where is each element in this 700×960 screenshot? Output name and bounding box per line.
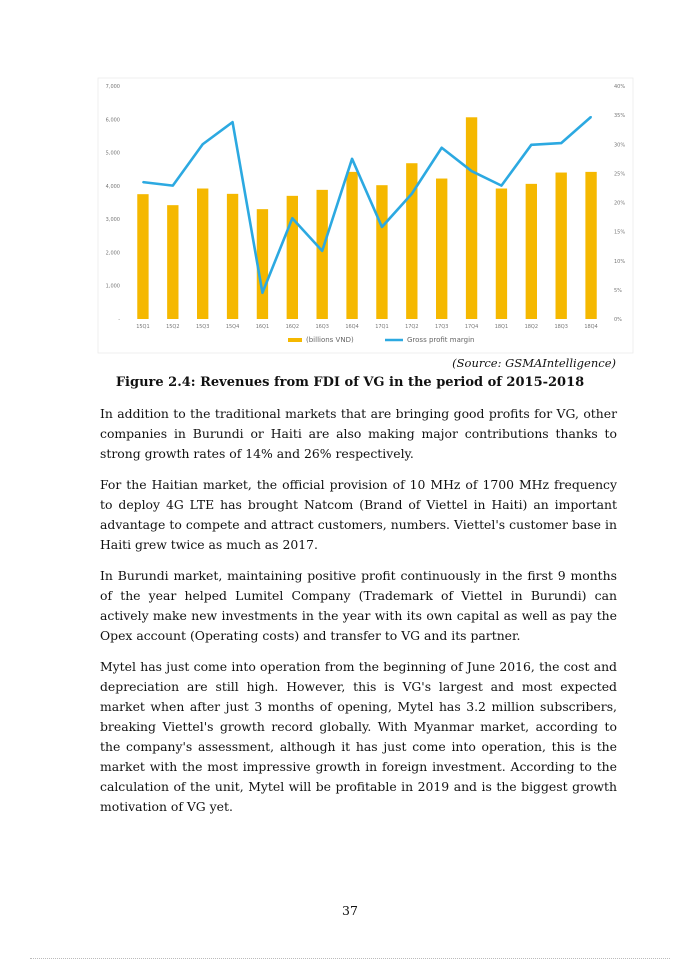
line-point (142, 181, 144, 183)
x-tick-label: 15Q3 (195, 324, 210, 330)
bar (376, 185, 387, 319)
paragraph: Mytel has just come into operation from the beginning of June 2016, the cost and depreciation are still high. However, this is VG's largest and most expected market when after just 3 months of opening, Mytel has 3.2 million subscribers, breaking Viettel's growth record globally. With Myanmar market, according to the company's assessment, although it has just come into operation, this is the market with the most impressive growth in foreign investment. According to the calculation of the unit, Mytel will be profitable in 2019 and is the biggest growth motivation of VG yet. (100, 659, 617, 814)
y-left-tick-label: 7,000 (105, 84, 120, 90)
bar (436, 179, 447, 319)
line-point (321, 250, 323, 252)
line-point (590, 116, 592, 118)
line-point (501, 185, 503, 187)
bar (167, 205, 178, 319)
bar (346, 172, 357, 319)
bar (526, 184, 537, 319)
y-left-tick-label: 1,000 (105, 283, 120, 290)
y-right-tick-label: 5% (614, 287, 622, 294)
y-right-tick-label: 20% (614, 200, 626, 207)
line-point (202, 143, 204, 145)
x-tick-label: 15Q2 (166, 324, 180, 330)
bar (317, 190, 328, 319)
x-tick-label: 16Q1 (255, 324, 270, 330)
x-tick-label: 18Q4 (584, 324, 598, 330)
y-left-tick-label: 5,000 (105, 150, 120, 157)
y-right-tick-label: 10% (614, 258, 626, 265)
legend-label-line: Gross profit margin (407, 336, 475, 344)
page-number: 37 (342, 903, 358, 918)
bar (466, 117, 477, 319)
x-tick-label: 17Q4 (464, 324, 479, 330)
y-right-tick-label: 15% (614, 229, 626, 236)
y-right-tick-label: 35% (614, 113, 626, 120)
x-tick-label: 18Q3 (554, 324, 568, 330)
paragraph: In addition to the traditional markets that are bringing good profits for VG, other companies in Burundi or Haiti are also making major contributions thanks to strong growth rates of 14% and 26% respectively. (100, 406, 617, 461)
y-left-tick-label: 3,000 (105, 217, 120, 224)
line-point (381, 226, 383, 228)
y-right-tick-label: 30% (614, 142, 626, 149)
line-point (441, 147, 443, 149)
legend-swatch-bar (288, 338, 302, 342)
bar (556, 173, 567, 319)
paragraph: In Burundi market, maintaining positive profit continuously in the first 9 months of the year helped Lumitel Company (Trademark of Viettel in Burundi) can actively make new investments in the year with its own capital as well as pay the Opex account (Operating costs) and transfer to VG and its partner. (100, 568, 617, 643)
bar (227, 194, 238, 319)
line-point (530, 144, 532, 146)
bar (287, 196, 298, 319)
x-tick-label: 17Q2 (405, 324, 419, 330)
y-left-tick-label: 2,000 (105, 250, 120, 257)
bar (137, 194, 148, 319)
x-tick-label: 15Q1 (136, 324, 150, 330)
revenue-chart (98, 78, 633, 353)
source-note: (Source: GSMAIntelligence) (452, 356, 616, 370)
x-tick-label: 16Q2 (285, 324, 300, 330)
bar (197, 189, 208, 319)
line-point (232, 121, 234, 123)
y-left-tick-label: 6,000 (105, 117, 120, 124)
line-point (291, 217, 293, 219)
line-point (560, 142, 562, 144)
bottom-rule (30, 958, 670, 959)
bar (496, 189, 507, 319)
x-tick-label: 16Q4 (345, 324, 359, 330)
line-point (172, 185, 174, 187)
line-point (262, 292, 264, 294)
y-right-tick-label: 0% (614, 317, 622, 323)
revenue-chart-svg (98, 78, 633, 353)
x-tick-label: 15Q4 (225, 324, 240, 330)
x-tick-label: 16Q3 (315, 324, 329, 330)
x-tick-label: 18Q2 (524, 324, 539, 330)
x-tick-label: 18Q1 (494, 324, 509, 330)
x-tick-label: 17Q3 (434, 324, 449, 330)
line-point (471, 170, 473, 172)
y-left-tick-label: 4,000 (105, 183, 120, 190)
line-point (411, 193, 413, 195)
paragraph: For the Haitian market, the official provision of 10 MHz of 1700 MHz frequency to deploy 4G LTE has brought Natcom (Brand of Viettel in Haiti) an important advantage to compete and attract customers, numbers. Viettel's customer base in Haiti grew twice as much as 2017. (100, 477, 617, 552)
figure-caption: Figure 2.4: Revenues from FDI of VG in the period of 2015-2018 (115, 375, 585, 390)
bar (585, 172, 596, 319)
line-point (351, 158, 353, 160)
y-right-tick-label: 25% (614, 171, 626, 178)
y-left-tick-label: - (118, 317, 120, 323)
y-right-tick-label: 40% (614, 84, 626, 90)
legend-label-bar: (billions VND) (306, 336, 354, 344)
x-tick-label: 17Q1 (375, 324, 389, 330)
body-text (100, 404, 617, 828)
